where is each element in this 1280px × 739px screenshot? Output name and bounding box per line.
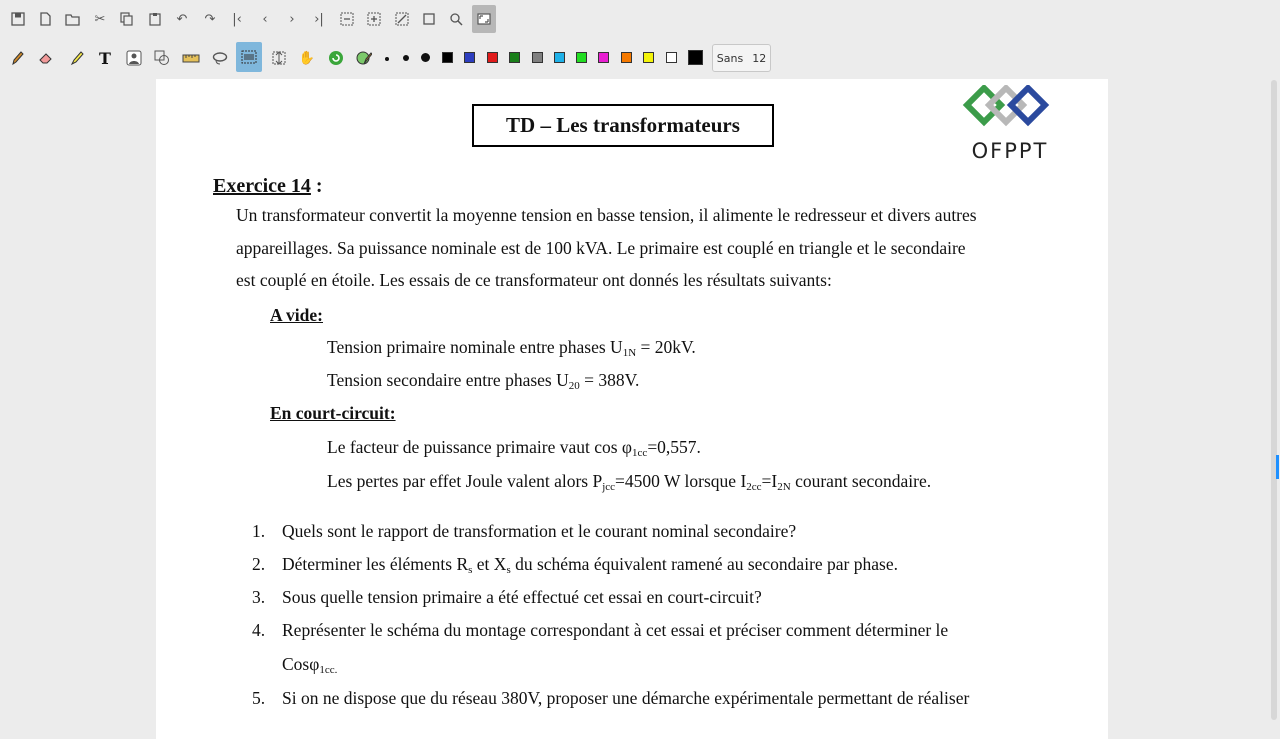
- document-page[interactable]: [156, 79, 1108, 739]
- annotation-toolbar: [0, 44, 1280, 72]
- open-folder-icon[interactable]: [61, 5, 83, 33]
- text-tool-icon[interactable]: T: [99, 48, 111, 68]
- cut-icon[interactable]: ✂: [94, 11, 106, 27]
- color-swatch-white[interactable]: [666, 52, 677, 63]
- pen-size-small[interactable]: [385, 57, 389, 61]
- main-toolbar: [0, 5, 1280, 33]
- color-swatch-black[interactable]: [442, 52, 453, 63]
- intro-line-1: Un transformateur convertit la moyenne tension en basse tension, il alimente le redresseur et divers autres: [236, 205, 977, 225]
- question-1-number: 1.: [252, 521, 266, 541]
- color-swatch-yellow[interactable]: [643, 52, 654, 63]
- scroll-position-marker[interactable]: [1276, 455, 1279, 479]
- ruler-icon[interactable]: [180, 44, 202, 72]
- color-swatch-light-green[interactable]: [576, 52, 587, 63]
- question-2-number: 2.: [252, 554, 266, 574]
- highlighter-icon[interactable]: [66, 44, 88, 72]
- shape-recognizer-icon[interactable]: [353, 44, 375, 72]
- vide-line-1: Tension primaire nominale entre phases $U_{1N} = 20kV$.: [327, 337, 696, 359]
- color-swatch-green[interactable]: [509, 52, 520, 63]
- question-4-line-2: Cosφ$_{1cc.}$: [282, 654, 338, 676]
- refresh-icon[interactable]: [325, 44, 347, 72]
- zoom-fit-page-icon[interactable]: [418, 5, 440, 33]
- question-3: Sous quelle tension primaire a été effectué cet essai en court-circuit?: [282, 587, 762, 607]
- color-swatch-light-blue[interactable]: [554, 52, 565, 63]
- fullscreen-icon[interactable]: [472, 5, 496, 33]
- new-document-icon[interactable]: [34, 5, 56, 33]
- question-4-line-1: Représenter le schéma du montage correspondant à cet essai et préciser comment déterminer le: [282, 620, 949, 640]
- zoom-fit-width-icon[interactable]: [391, 5, 413, 33]
- shape-tool-icon[interactable]: [151, 44, 173, 72]
- search-icon[interactable]: [445, 5, 467, 33]
- redo-icon[interactable]: ↷: [204, 11, 216, 27]
- undo-icon[interactable]: ↶: [176, 11, 188, 27]
- vertical-scrollbar[interactable]: [1271, 80, 1277, 720]
- color-swatch-red[interactable]: [487, 52, 498, 63]
- document-title-box: [472, 104, 774, 147]
- exercise-label: Exercice 14: [213, 175, 311, 197]
- exercise-heading: [213, 175, 323, 198]
- pen-icon[interactable]: [7, 44, 29, 72]
- vertical-space-icon[interactable]: [268, 44, 290, 72]
- cc-heading: En court-circuit:: [270, 403, 396, 423]
- exercise-colon: :: [315, 175, 323, 197]
- pen-size-large[interactable]: [421, 53, 430, 62]
- lasso-icon[interactable]: [209, 44, 231, 72]
- ofppt-logo: [962, 85, 1058, 160]
- copy-icon[interactable]: [116, 5, 138, 33]
- image-tool-icon[interactable]: [123, 44, 145, 72]
- cc-line-1: Le facteur de puissance primaire vaut $\cos \varphi_{1cc}=0,557$.: [327, 437, 701, 459]
- color-swatch-magenta[interactable]: [598, 52, 609, 63]
- color-swatch-blue[interactable]: [464, 52, 475, 63]
- current-color-swatch[interactable]: [688, 50, 703, 65]
- logo-text: OFPPT: [971, 139, 1049, 160]
- font-name: Sans: [716, 51, 744, 65]
- question-4-number: 4.: [252, 620, 266, 640]
- cc-line-2: Les pertes par effet Joule valent alors $P_{jcc}=4500$ W lorsque $I_{2cc}=I_{2N}$ courant secondaire.: [327, 471, 932, 493]
- color-swatch-orange[interactable]: [621, 52, 632, 63]
- font-selector-button[interactable]: [712, 44, 771, 72]
- question-2: Déterminer les éléments $R_s$ et $X_s$ du schéma équivalent ramené au secondaire par phase.: [282, 554, 898, 576]
- question-3-number: 3.: [252, 587, 266, 607]
- vide-heading: A vide:: [270, 305, 323, 325]
- pen-size-medium[interactable]: [403, 55, 409, 61]
- vide-line-2: Tension secondaire entre phases $U_{20} = 388V$.: [327, 370, 640, 392]
- question-5-number: 5.: [252, 688, 266, 708]
- document-title: TD – Les transformateurs: [506, 113, 740, 137]
- next-page-icon[interactable]: ›: [289, 11, 295, 27]
- hand-tool-icon[interactable]: ✋: [298, 50, 316, 66]
- previous-page-icon[interactable]: ‹: [262, 11, 268, 27]
- color-swatch-gray[interactable]: [532, 52, 543, 63]
- intro-line-2: appareillages. Sa puissance nominale est de 100 kVA. Le primaire est couplé en triangle et le secondaire: [236, 238, 966, 258]
- intro-line-3: est couplé en étoile. Les essais de ce transformateur ont donnés les résultats suivants:: [236, 270, 832, 290]
- save-icon[interactable]: [7, 5, 29, 33]
- select-rectangle-icon[interactable]: [236, 42, 262, 72]
- question-1: Quels sont le rapport de transformation et le courant nominal secondaire?: [282, 521, 797, 541]
- paste-icon[interactable]: [144, 5, 166, 33]
- eraser-icon[interactable]: [35, 44, 57, 72]
- font-size: 12: [752, 51, 767, 65]
- first-page-icon[interactable]: |‹: [232, 11, 242, 27]
- last-page-icon[interactable]: ›|: [314, 11, 324, 27]
- question-5: Si on ne dispose que du réseau 380V, proposer une démarche expérimentale permettant de réaliser: [282, 688, 970, 708]
- zoom-in-icon[interactable]: [363, 5, 385, 33]
- zoom-out-icon[interactable]: [336, 5, 358, 33]
